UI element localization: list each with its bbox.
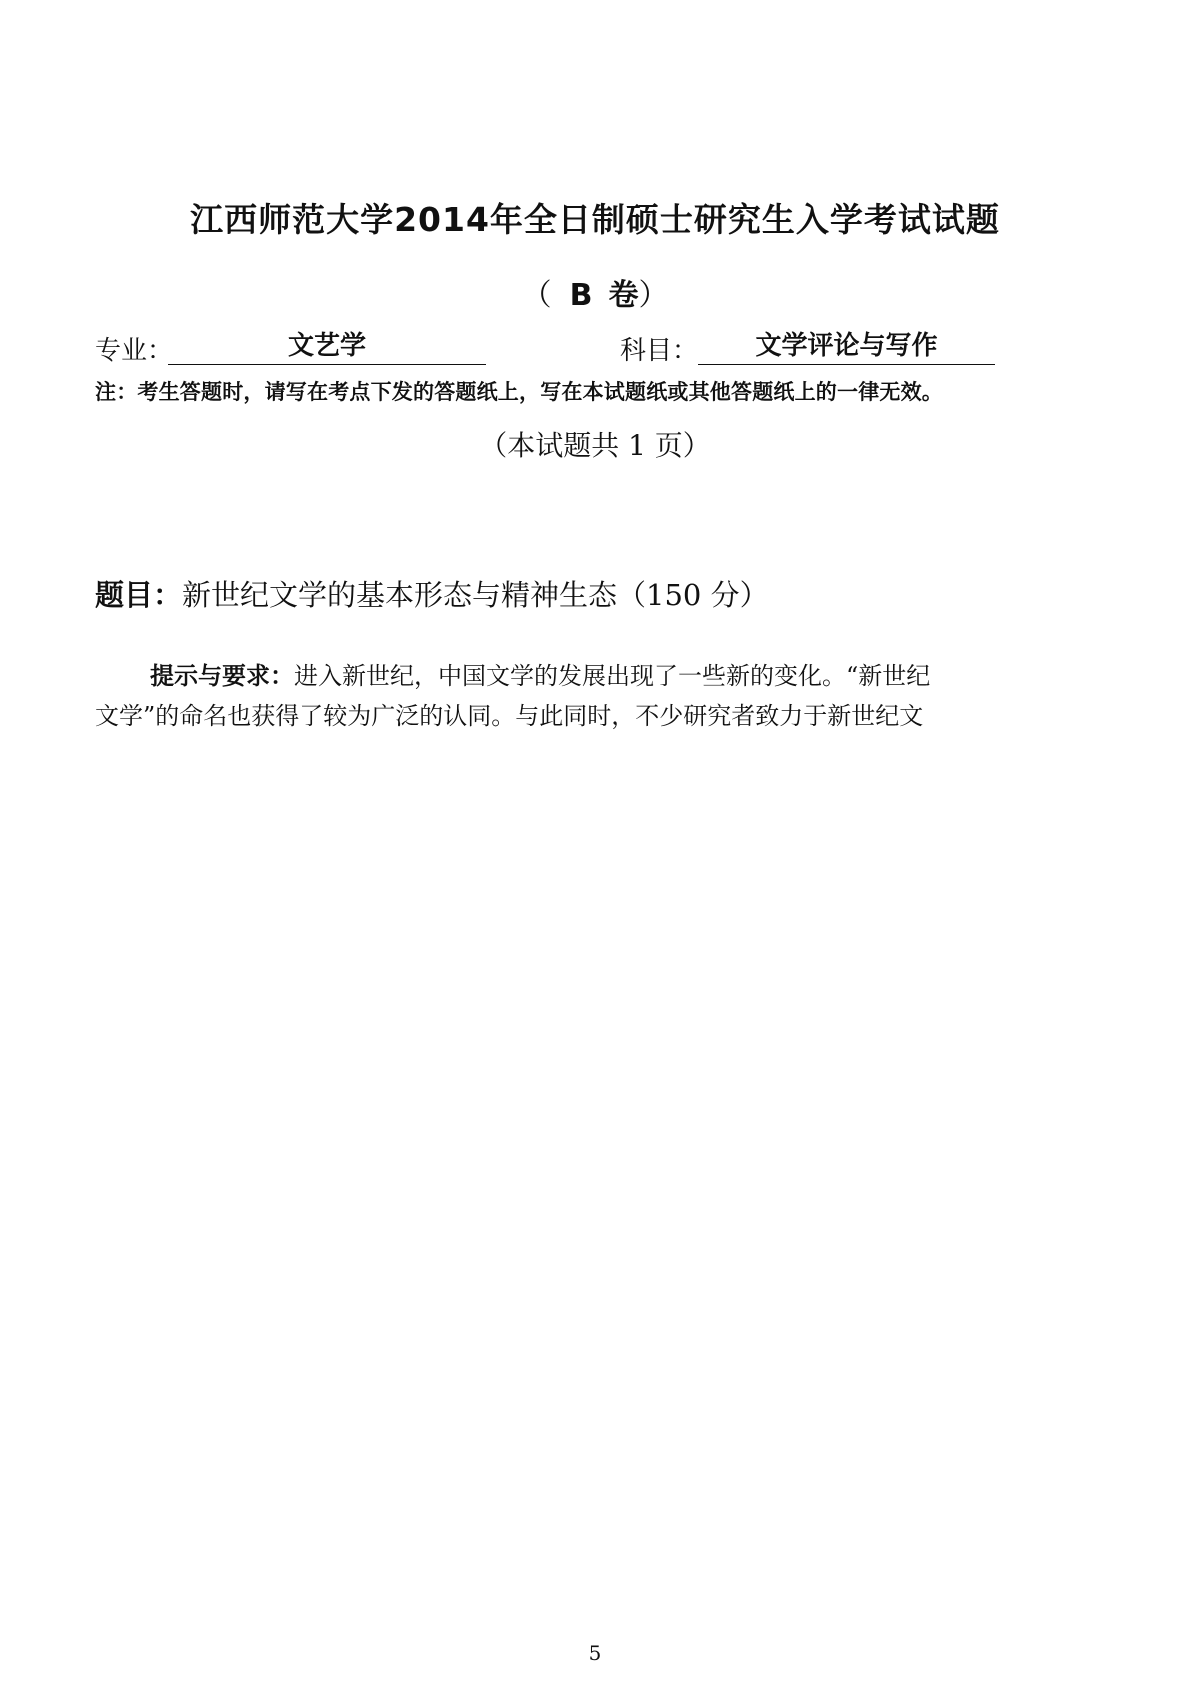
hint-line-1-text: 进入新世纪，中国文学的发展出现了一些新的变化。“新世纪 — [294, 662, 931, 690]
question-label: 题目： — [95, 578, 183, 612]
version-word: 卷 — [608, 278, 639, 313]
version-close-paren: ） — [638, 278, 669, 313]
major-label: 专业： — [95, 336, 174, 366]
page-number: 5 — [588, 1641, 602, 1665]
question-topic — [95, 573, 769, 614]
exam-title: 江西师范大学2014年全日制硕士研究生入学考试试题 — [190, 200, 1000, 239]
exam-meta-row — [95, 330, 1095, 370]
major-value: 文艺学 — [168, 330, 486, 365]
question-text: 新世纪文学的基本形态与精神生态（150 分） — [182, 578, 769, 612]
version-letter: B — [569, 278, 593, 313]
hint-line-1 — [95, 656, 1070, 696]
version-open-paren: （ — [521, 278, 552, 313]
subject-label: 科目： — [620, 336, 699, 366]
subject-value: 文学评论与写作 — [698, 330, 995, 365]
hint-paragraph — [95, 656, 1070, 736]
hint-label: 提示与要求： — [150, 661, 294, 690]
hint-line-2: 文学”的命名也获得了较为广泛的认同。与此同时，不少研究者致力于新世纪文 — [95, 702, 924, 730]
paper-version — [0, 270, 1190, 314]
page-count: （本试题共 1 页） — [479, 429, 711, 462]
exam-notice: 注：考生答题时，请写在考点下发的答题纸上，写在本试题纸或其他答题纸上的一律无效。 — [95, 380, 943, 404]
